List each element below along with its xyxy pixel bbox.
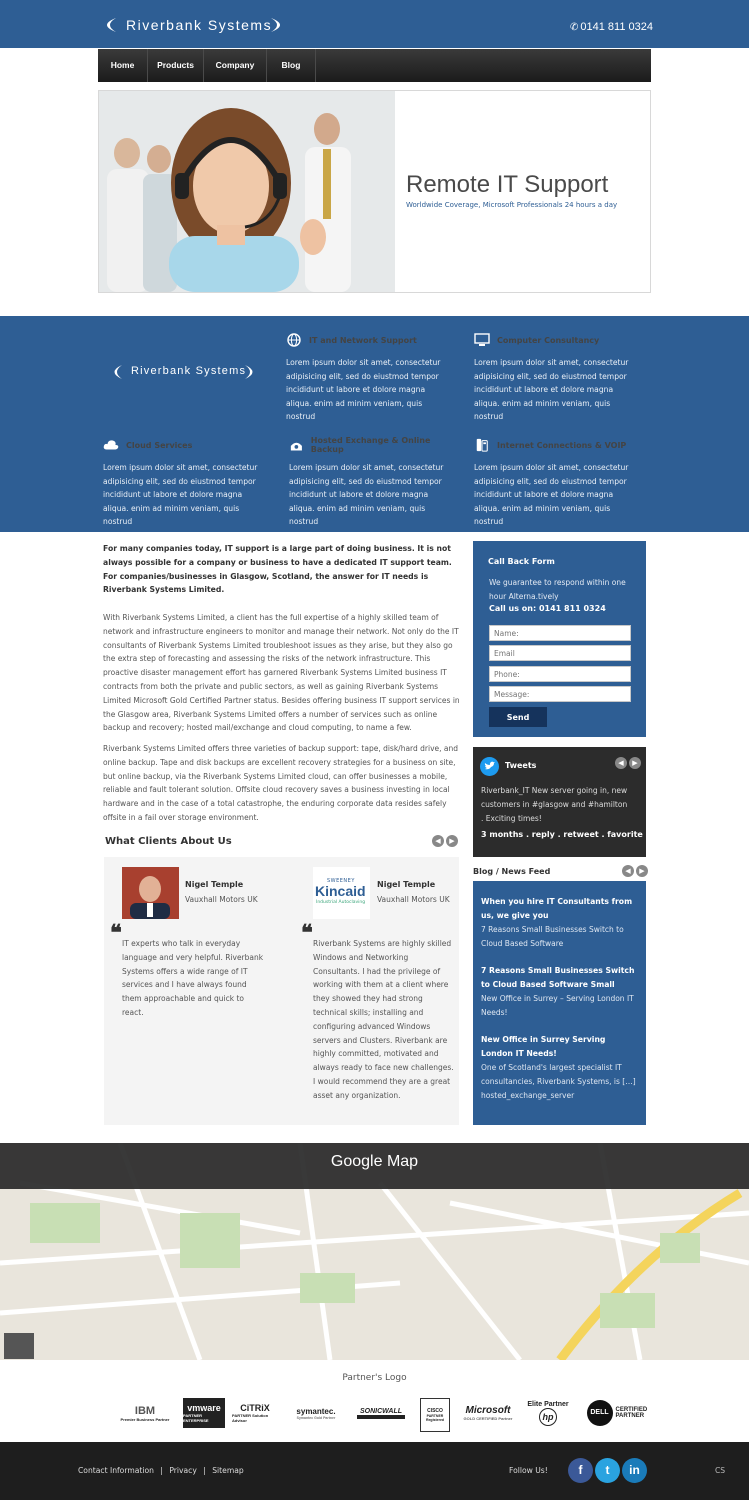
footer-link-contact[interactable]: Contact Information: [78, 1466, 154, 1475]
site-logo[interactable]: [96, 14, 296, 36]
client-organisation: Vauxhall Motors UK: [185, 895, 258, 904]
partner-citrix-logo: [232, 1398, 278, 1428]
service-title-link[interactable]: [474, 438, 639, 452]
cloud-icon: [103, 438, 119, 452]
partner-sub: GOLD CERTIFIED Partner: [463, 1416, 513, 1421]
blog-item-text: New Office in Surrey – Serving London IT Needs!: [481, 994, 634, 1017]
logo-right-arc-icon: [269, 14, 291, 36]
partner-symantec-logo: [286, 1398, 346, 1428]
footer-cs-label: CS: [715, 1466, 726, 1475]
tweets-widget: [473, 747, 646, 857]
callback-text: We guarantee to respond within one hour Alterna.tively: [489, 578, 626, 601]
blog-item-heading[interactable]: When you hire IT Consultants from us, we give you: [481, 897, 633, 920]
facebook-icon[interactable]: f: [568, 1458, 593, 1483]
quote-icon: ❝: [110, 920, 122, 946]
service-title: Internet Connections & VOIP: [497, 440, 627, 450]
service-internet-voip: [474, 438, 639, 529]
linkedin-icon[interactable]: in: [622, 1458, 647, 1483]
hero-title: Remote IT Support: [406, 171, 609, 198]
partner-microsoft-logo: [461, 1398, 515, 1428]
partner-sub: Symantec Gold Partner: [296, 1415, 336, 1420]
footer-separator: |: [203, 1466, 206, 1475]
service-it-network: [286, 333, 451, 424]
blog-feed: [473, 881, 646, 1125]
phone-icon: ✆: [570, 22, 579, 33]
partner-name: IBM: [134, 1404, 156, 1417]
service-text: Lorem ipsum dolor sit amet, consectetur adipisicing elit, sed do eiustmod tempor incididunt ut labore et dolore magna aliqua. enim ad minim veniam, quis nostrud: [286, 358, 441, 422]
quote-icon: ❝: [301, 920, 313, 946]
partner-name: DELL: [587, 1400, 613, 1426]
partner-name: vmware: [187, 1403, 221, 1413]
nav-company[interactable]: Company: [204, 49, 267, 82]
partner-name: symantec.: [296, 1406, 336, 1416]
blog-item-heading[interactable]: 7 Reasons Small Businesses Switch to Cloud Based Software Small: [481, 966, 635, 989]
service-title-link[interactable]: [103, 438, 268, 452]
partner-hp-logo: [523, 1398, 573, 1428]
services-logo: [107, 362, 262, 386]
follow-us-label: Follow Us!: [509, 1466, 548, 1475]
partner-sub: PARTNER Registered: [425, 1414, 445, 1422]
client-name: Nigel Temple: [377, 880, 436, 889]
partner-name: CiTRiX: [240, 1403, 270, 1413]
footer-link-privacy[interactable]: Privacy: [169, 1466, 197, 1475]
hero-banner: [98, 90, 651, 293]
service-cloud: [103, 438, 268, 529]
service-text: Lorem ipsum dolor sit amet, consectetur adipisicing elit, sed do eiustmod tempor incididunt ut labore et dolore magna aliqua. enim ad minim veniam, quis nostrud: [474, 463, 629, 527]
partner-cisco-logo: [420, 1398, 450, 1432]
callback-title: Call Back Form: [488, 557, 555, 566]
footer-separator: |: [160, 1466, 163, 1475]
partner-sub: PARTNER Solution Advisor: [232, 1413, 269, 1423]
blog-item-text: One of Scotland's largest specialist IT consultancies, Riverbank Systems, is […] hosted_exchange_server: [481, 1063, 636, 1100]
tweets-title: Tweets: [505, 761, 537, 770]
client-logo-kincaid: [313, 867, 370, 919]
backup-icon: [289, 438, 304, 452]
map-title: Google Map: [330, 1153, 419, 1170]
email-field[interactable]: [489, 645, 631, 661]
client-quote: Riverbank Systems are highly skilled Windows and Networking Consultants. I had the privilege of working with them at a client where they showed they had strong technical skills; installing and configuring advanced Windows servers and Clusters. Riverbank are highly committed, motivated and always ready to face new challenges. I would recommend they are a great asset any organization.: [313, 939, 454, 1100]
service-title: Hosted Exchange & Online Backup: [310, 436, 431, 454]
main-nav: [98, 49, 651, 82]
hero-people-illustration: [99, 91, 395, 292]
service-text: Lorem ipsum dolor sit amet, consectetur adipisicing elit, sed do eiustmod tempor incididunt ut labore et dolore magna aliqua. enim ad minim veniam, quis nostrud: [103, 463, 258, 527]
monitor-icon: [474, 333, 490, 347]
client-name: Nigel Temple: [185, 880, 244, 889]
nav-blog[interactable]: Blog: [267, 49, 316, 82]
message-field[interactable]: [489, 686, 631, 702]
service-title-link[interactable]: [286, 333, 451, 347]
service-title-link[interactable]: [289, 438, 454, 452]
partners-title: Partner's Logo: [342, 1373, 407, 1383]
prev-arrow-icon[interactable]: ◀: [615, 757, 627, 769]
service-hosted-exchange: [289, 438, 454, 529]
next-arrow-icon[interactable]: ▶: [636, 865, 648, 877]
service-computer-consultancy: [474, 333, 639, 424]
service-text: Lorem ipsum dolor sit amet, consectetur adipisicing elit, sed do eiustmod tempor incididunt ut labore et dolore magna aliqua. enim ad minim veniam, quis nostrud: [289, 463, 444, 527]
callback-phone: Call us on: 0141 811 0324: [489, 604, 606, 613]
partner-name: Elite Partner: [527, 1400, 569, 1408]
next-arrow-icon[interactable]: ▶: [629, 757, 641, 769]
globe-icon: [286, 333, 302, 347]
partner-ibm-logo: [118, 1398, 172, 1428]
partner-name: Microsoft: [465, 1405, 511, 1416]
content-paragraph-2: Riverbank Systems Limited offers three varieties of backup support: tape, disk/hard drive, and online backup. Tape and disk backups are excellent recovery strategies for a business on site, but online backup, via the Riverbank Systems Limited cloud, can offer businesses a mobile, reliable and fault tolerant solution. Offsite cloud recovery saves a business investing in local hardware and in the case of a total catastrophe, the enduring corporate data resides safely offsite in a fail over storage environment.: [103, 744, 459, 822]
content-paragraph-1: With Riverbank Systems Limited, a client has the full expertise of a highly skilled team of network and infrastructure engineers to monitor and manage their network. Not only do the IT consultants of Riverbank Systems Limited troubleshoot issues as they arise, but they also go the extra step of forecasting and assessing the risks of the network infrastructure. This proactive disaster management effort has garnered Riverbank Systems Limited business IT contracts from both the private and public sectors, as well as gaining Riverbank Systems Limited Microsoft Gold Certified Partner status. Besides offering business IT support services in the Glasgow area, Riverbank Systems Limited offers a number of services such as online backup and recovery; hosted mail/exchange and cloud computing, to name a few.: [103, 613, 460, 733]
intro-text: For many companies today, IT support is a large part of doing business. It is not always possible for a company or business to have a dedicated IT support team. For companies/businesses in Glasgow, Scotland, the answer for IT needs is Riverbank Systems Limited.: [103, 544, 452, 595]
blog-item-text: 7 Reasons Small Businesses Switch to Cloud Based Software: [481, 925, 624, 948]
partner-sub: PARTNER ENTERPRISE: [183, 1413, 209, 1423]
phone-field[interactable]: [489, 666, 631, 682]
clients-title: What Clients About Us: [105, 836, 232, 847]
footer-links: [78, 1466, 248, 1475]
google-map[interactable]: [0, 1143, 749, 1360]
partner-sonicwall-logo: [355, 1398, 407, 1428]
partner-dell-logo: [585, 1398, 659, 1428]
next-arrow-icon[interactable]: ▶: [446, 835, 458, 847]
callback-form: [473, 541, 646, 737]
name-field[interactable]: [489, 625, 631, 641]
blog-carousel-controls: [622, 865, 648, 877]
kincaid-logo-text: Kincaid: [315, 883, 366, 899]
client-quote: IT experts who talk in everyday language and very helpful. Riverbank Systems offers a wide range of IT services and I have always found them approachable and quick to react.: [122, 939, 264, 1017]
tweet-text: Riverbank_IT New server going in, new customers in #glasgow and #hamilton . Exciting times!: [481, 786, 628, 823]
partner-name: CISCO: [427, 1408, 443, 1414]
services-logo-text: Riverbank Systems: [131, 365, 247, 377]
tweet-actions[interactable]: 3 months . reply . retweet . favorite: [481, 830, 643, 839]
client-organisation: Vauxhall Motors UK: [377, 895, 450, 904]
clients-carousel-controls: [432, 835, 458, 847]
kincaid-logo-sub: Industrial Autoclaving: [316, 900, 366, 905]
prev-arrow-icon[interactable]: ◀: [622, 865, 634, 877]
phone-voip-icon: [474, 438, 490, 452]
service-title-link[interactable]: [474, 333, 639, 347]
site-header: [0, 0, 749, 48]
footer-link-sitemap[interactable]: Sitemap: [212, 1466, 244, 1475]
header-phone[interactable]: [570, 21, 653, 33]
prev-arrow-icon[interactable]: ◀: [432, 835, 444, 847]
service-title: Cloud Services: [126, 440, 193, 450]
blog-item-heading[interactable]: New Office in Surrey Serving London IT Needs!: [481, 1035, 606, 1058]
nav-home[interactable]: Home: [98, 49, 148, 82]
header-phone-number: 0141 811 0324: [580, 21, 653, 33]
hero-subtitle: Worldwide Coverage, Microsoft Professionals 24 hours a day: [406, 201, 618, 209]
blog-title: Blog / News Feed: [473, 867, 551, 876]
twitter-icon[interactable]: t: [595, 1458, 620, 1483]
sonicwall-bar: [357, 1415, 405, 1419]
service-title: Computer Consultancy: [497, 335, 600, 345]
service-title: IT and Network Support: [309, 335, 417, 345]
nav-products[interactable]: Products: [148, 49, 204, 82]
send-button[interactable]: Send: [489, 707, 547, 727]
twitter-icon: [480, 757, 499, 776]
site-footer: [0, 1442, 749, 1500]
hero-photo: [99, 91, 395, 292]
service-text: Lorem ipsum dolor sit amet, consectetur adipisicing elit, sed do eiustmod tempor incididunt ut labore et dolore magna aliqua. enim ad minim veniam, quis nostrud: [474, 358, 629, 422]
logo-left-arc-icon: [107, 363, 123, 381]
logo-text: Riverbank Systems: [126, 17, 273, 33]
partner-sub: CERTIFIED PARTNER: [615, 1407, 648, 1419]
client-avatar: [122, 867, 179, 919]
tweets-carousel-controls: [615, 757, 641, 769]
partner-sub: Premier Business Partner: [120, 1416, 170, 1422]
logo-left-arc-icon: [96, 14, 118, 36]
logo-right-arc-icon: [244, 363, 260, 381]
partner-sub: hp: [539, 1408, 557, 1426]
partner-name: SONICWALL: [360, 1407, 402, 1415]
partner-vmware-logo: [183, 1398, 225, 1428]
kincaid-logo-top: SWEENEY: [327, 878, 355, 884]
